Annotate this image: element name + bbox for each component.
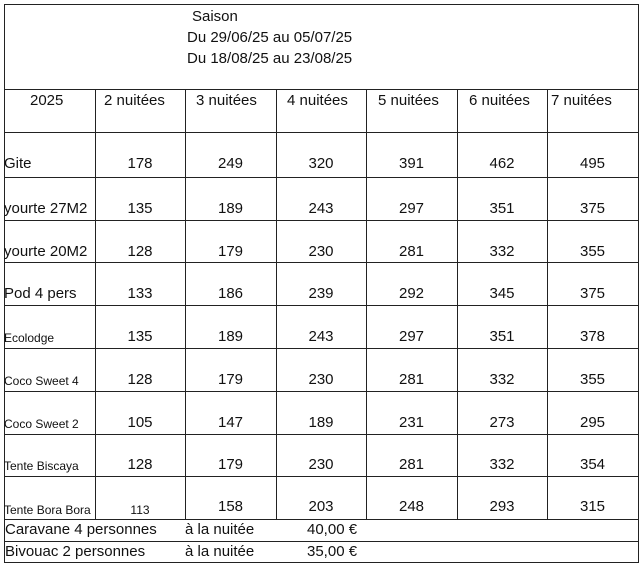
col-header-7-nights: 7 nuitées: [551, 92, 612, 109]
row-label: Tente Biscaya: [4, 459, 79, 473]
price-cell: 147: [217, 414, 244, 431]
row-label: Ecolodge: [4, 331, 55, 345]
rule-header-bottom: [4, 132, 639, 133]
price-cell: 378: [579, 328, 606, 345]
col-header-4-nights: 4 nuitées: [287, 92, 348, 109]
frame-right: [638, 4, 639, 563]
rule-row: [4, 391, 639, 392]
price-cell: 133: [127, 285, 153, 302]
footer-unit-caravane: à la nuitée: [185, 521, 255, 538]
col-header-5-nights: 5 nuitées: [378, 92, 439, 109]
price-cell: 243: [308, 328, 334, 345]
price-cell: 189: [217, 200, 244, 217]
price-cell: 135: [127, 328, 153, 345]
col-header-6-nights: 6 nuitées: [469, 92, 530, 109]
frame-left: [4, 4, 5, 563]
price-cell: 295: [579, 414, 606, 431]
col-header-2-nights: 2 nuitées: [104, 92, 165, 109]
price-cell: 354: [579, 456, 606, 473]
price-cell: 186: [217, 285, 244, 302]
price-cell: 462: [489, 155, 515, 172]
price-cell: 297: [398, 200, 425, 217]
price-cell: 292: [398, 285, 425, 302]
season-period-2: Du 18/08/25 au 23/08/25: [187, 50, 353, 67]
row-label: Pod 4 pers: [4, 285, 77, 302]
season-label: Saison: [192, 8, 238, 25]
row-label: Gite: [4, 155, 32, 172]
col-header-3-nights: 3 nuitées: [196, 92, 257, 109]
row-label: yourte 27M2: [4, 200, 88, 217]
rule-row: [4, 220, 639, 221]
price-cell: 355: [579, 371, 606, 388]
rule-header-top: [4, 89, 639, 90]
season-period-1: Du 29/06/25 au 05/07/25: [187, 29, 353, 46]
price-cell: 128: [127, 456, 153, 473]
price-cell: 230: [308, 243, 334, 260]
price-cell: 189: [308, 414, 334, 431]
row-label: Coco Sweet 2: [4, 417, 79, 431]
price-cell: 293: [489, 498, 515, 515]
price-cell: 203: [308, 498, 334, 515]
rule-row: [4, 262, 639, 263]
row-label: yourte 20M2: [4, 243, 88, 260]
price-cell: 113: [130, 503, 150, 517]
footer-price-caravane: 40,00 €: [307, 521, 358, 538]
price-cell: 391: [398, 155, 425, 172]
price-cell: 248: [398, 498, 425, 515]
footer-price-bivouac: 35,00 €: [307, 543, 358, 560]
frame-bottom: [4, 562, 639, 563]
price-cell: 297: [398, 328, 425, 345]
year-header: 2025: [30, 92, 64, 109]
rule-table-bottom: [4, 519, 639, 520]
price-cell: 239: [308, 285, 334, 302]
row-label: Tente Bora Bora: [4, 503, 91, 517]
price-cell: 243: [308, 200, 334, 217]
price-cell: 281: [398, 371, 425, 388]
price-cell: 332: [489, 371, 515, 388]
price-cell: 375: [579, 200, 606, 217]
price-cell: 281: [398, 243, 425, 260]
price-cell: 273: [489, 414, 515, 431]
price-cell: 179: [217, 456, 244, 473]
row-label: Coco Sweet 4: [4, 374, 79, 388]
price-cell: 179: [217, 371, 244, 388]
price-cell: 332: [489, 456, 515, 473]
price-cell: 189: [217, 328, 244, 345]
price-cell: 128: [127, 371, 153, 388]
rule-row: [4, 434, 639, 435]
price-cell: 128: [127, 243, 153, 260]
price-cell: 230: [308, 456, 334, 473]
season-header: [187, 6, 352, 69]
price-cell: 178: [127, 155, 153, 172]
price-cell: 320: [308, 155, 334, 172]
footer-label-bivouac: Bivouac 2 personnes: [5, 543, 146, 560]
price-cell: 345: [489, 285, 515, 302]
frame-top: [4, 4, 639, 5]
price-cell: 495: [579, 155, 606, 172]
price-cell: 375: [579, 285, 606, 302]
rule-footer: [4, 541, 639, 542]
rule-row: [4, 476, 639, 477]
price-cell: 351: [489, 328, 515, 345]
price-cell: 105: [127, 414, 153, 431]
price-cell: 281: [398, 456, 425, 473]
price-cell: 158: [217, 498, 244, 515]
price-cell: 332: [489, 243, 515, 260]
footer-label-caravane: Caravane 4 personnes: [5, 521, 157, 538]
rule-row: [4, 348, 639, 349]
footer-unit-bivouac: à la nuitée: [185, 543, 255, 560]
price-cell: 249: [217, 155, 244, 172]
price-cell: 230: [308, 371, 334, 388]
price-cell: 351: [489, 200, 515, 217]
rule-row: [4, 177, 639, 178]
price-cell: 179: [217, 243, 244, 260]
price-cell: 231: [398, 414, 425, 431]
rule-row: [4, 305, 639, 306]
price-cell: 135: [127, 200, 153, 217]
price-cell: 315: [579, 498, 606, 515]
price-cell: 355: [579, 243, 606, 260]
